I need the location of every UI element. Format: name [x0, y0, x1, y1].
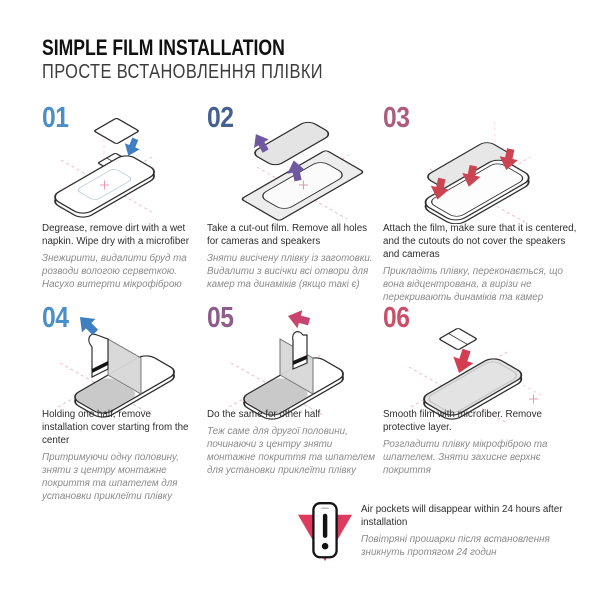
microfiber-cloth-icon: [439, 328, 477, 350]
step-03-text: [383, 222, 579, 304]
header: [42, 36, 393, 83]
step-05-number: 05: [207, 302, 234, 334]
page-subtitle: ПРОСТЕ ВСТАНОВЛЕННЯ ПЛІВКИ: [42, 60, 323, 83]
step-02-text-en: Take a cut-out film. Remove all holes for cameras and speakers: [207, 223, 368, 247]
arrow-left-icon: [286, 307, 312, 331]
warning-note: [297, 500, 589, 572]
step-01-text: [42, 222, 196, 291]
step-01-text-en: Degrease, remove dirt with a wet napkin. Wipe dry with a microfiber: [42, 223, 190, 247]
smooth-film-icon: [383, 304, 583, 424]
step-04-number: 04: [42, 302, 69, 334]
step-04-text-en: Holding one half, remove installation cover starting from the center: [42, 409, 189, 446]
step-06-text-uk: Розгладити плівку мікрофіброю та шпателем. Зняти захисне верхнє покриття: [383, 439, 548, 476]
step-02: [207, 104, 379, 302]
step-04-text: [42, 408, 196, 503]
step-06-text-en: Smooth film with microfiber. Remove protective layer.: [383, 409, 542, 433]
step-02-text-uk: Зняти висічену плівку із заготовки. Видалити з висічки всі отвори для камер та динаміків (якщо такі є): [207, 253, 373, 290]
step-06-number: 06: [383, 302, 410, 334]
peel-flap-icon: [89, 334, 108, 377]
step-05-illustration: [207, 304, 385, 424]
step-05-text: [207, 408, 381, 477]
step-03-text-en: Attach the film, make sure that it is centered, and the cutouts do not cover the speakers and cameras: [383, 223, 577, 260]
step-01-text-uk: Знежирити, видалити бруд та розводи вологою серветкою. Насухо витерти мікрофіброю: [42, 253, 187, 290]
step-01-number: 01: [42, 102, 69, 134]
step-05: [207, 304, 385, 502]
step-06-illustration: [383, 304, 583, 424]
warning-text: [361, 500, 589, 559]
remove-cover-other-half-icon: [207, 304, 385, 424]
step-04-text-uk: Притримуючи одну половину, зняти з центру монтажне покриття та шпателем для установки приклеїти плівку: [42, 452, 180, 502]
step-03-text-uk: Прикладіть плівку, переконається, що вона відцентрована, а вирізи не перекривають динаміків та камер: [383, 266, 563, 303]
step-02-number: 02: [207, 102, 234, 134]
step-03-number: 03: [383, 102, 410, 134]
step-03: [383, 104, 583, 302]
warning-triangle-phone-icon: [297, 500, 353, 572]
page-title: SIMPLE FILM INSTALLATION: [42, 35, 285, 60]
step-05-text-en: Do the same for other half: [207, 409, 321, 420]
step-05-text-uk: Теж саме для другої половини, починаючи з центру зняти монтажне покриття та шпателем для установки приклеїти плівку: [207, 426, 375, 476]
step-06-text: [383, 408, 579, 477]
warning-text-en: Air pockets will disappear within 24 hours after installation: [361, 504, 563, 528]
step-06: [383, 304, 583, 502]
warning-text-uk: Повітряні прошарки після встановлення зникнуть протягом 24 годин: [361, 534, 550, 558]
step-02-text: [207, 222, 375, 291]
step-04: [42, 304, 200, 502]
step-01: [42, 104, 200, 302]
attach-film-icon: [383, 104, 583, 224]
step-03-illustration: [383, 104, 583, 224]
